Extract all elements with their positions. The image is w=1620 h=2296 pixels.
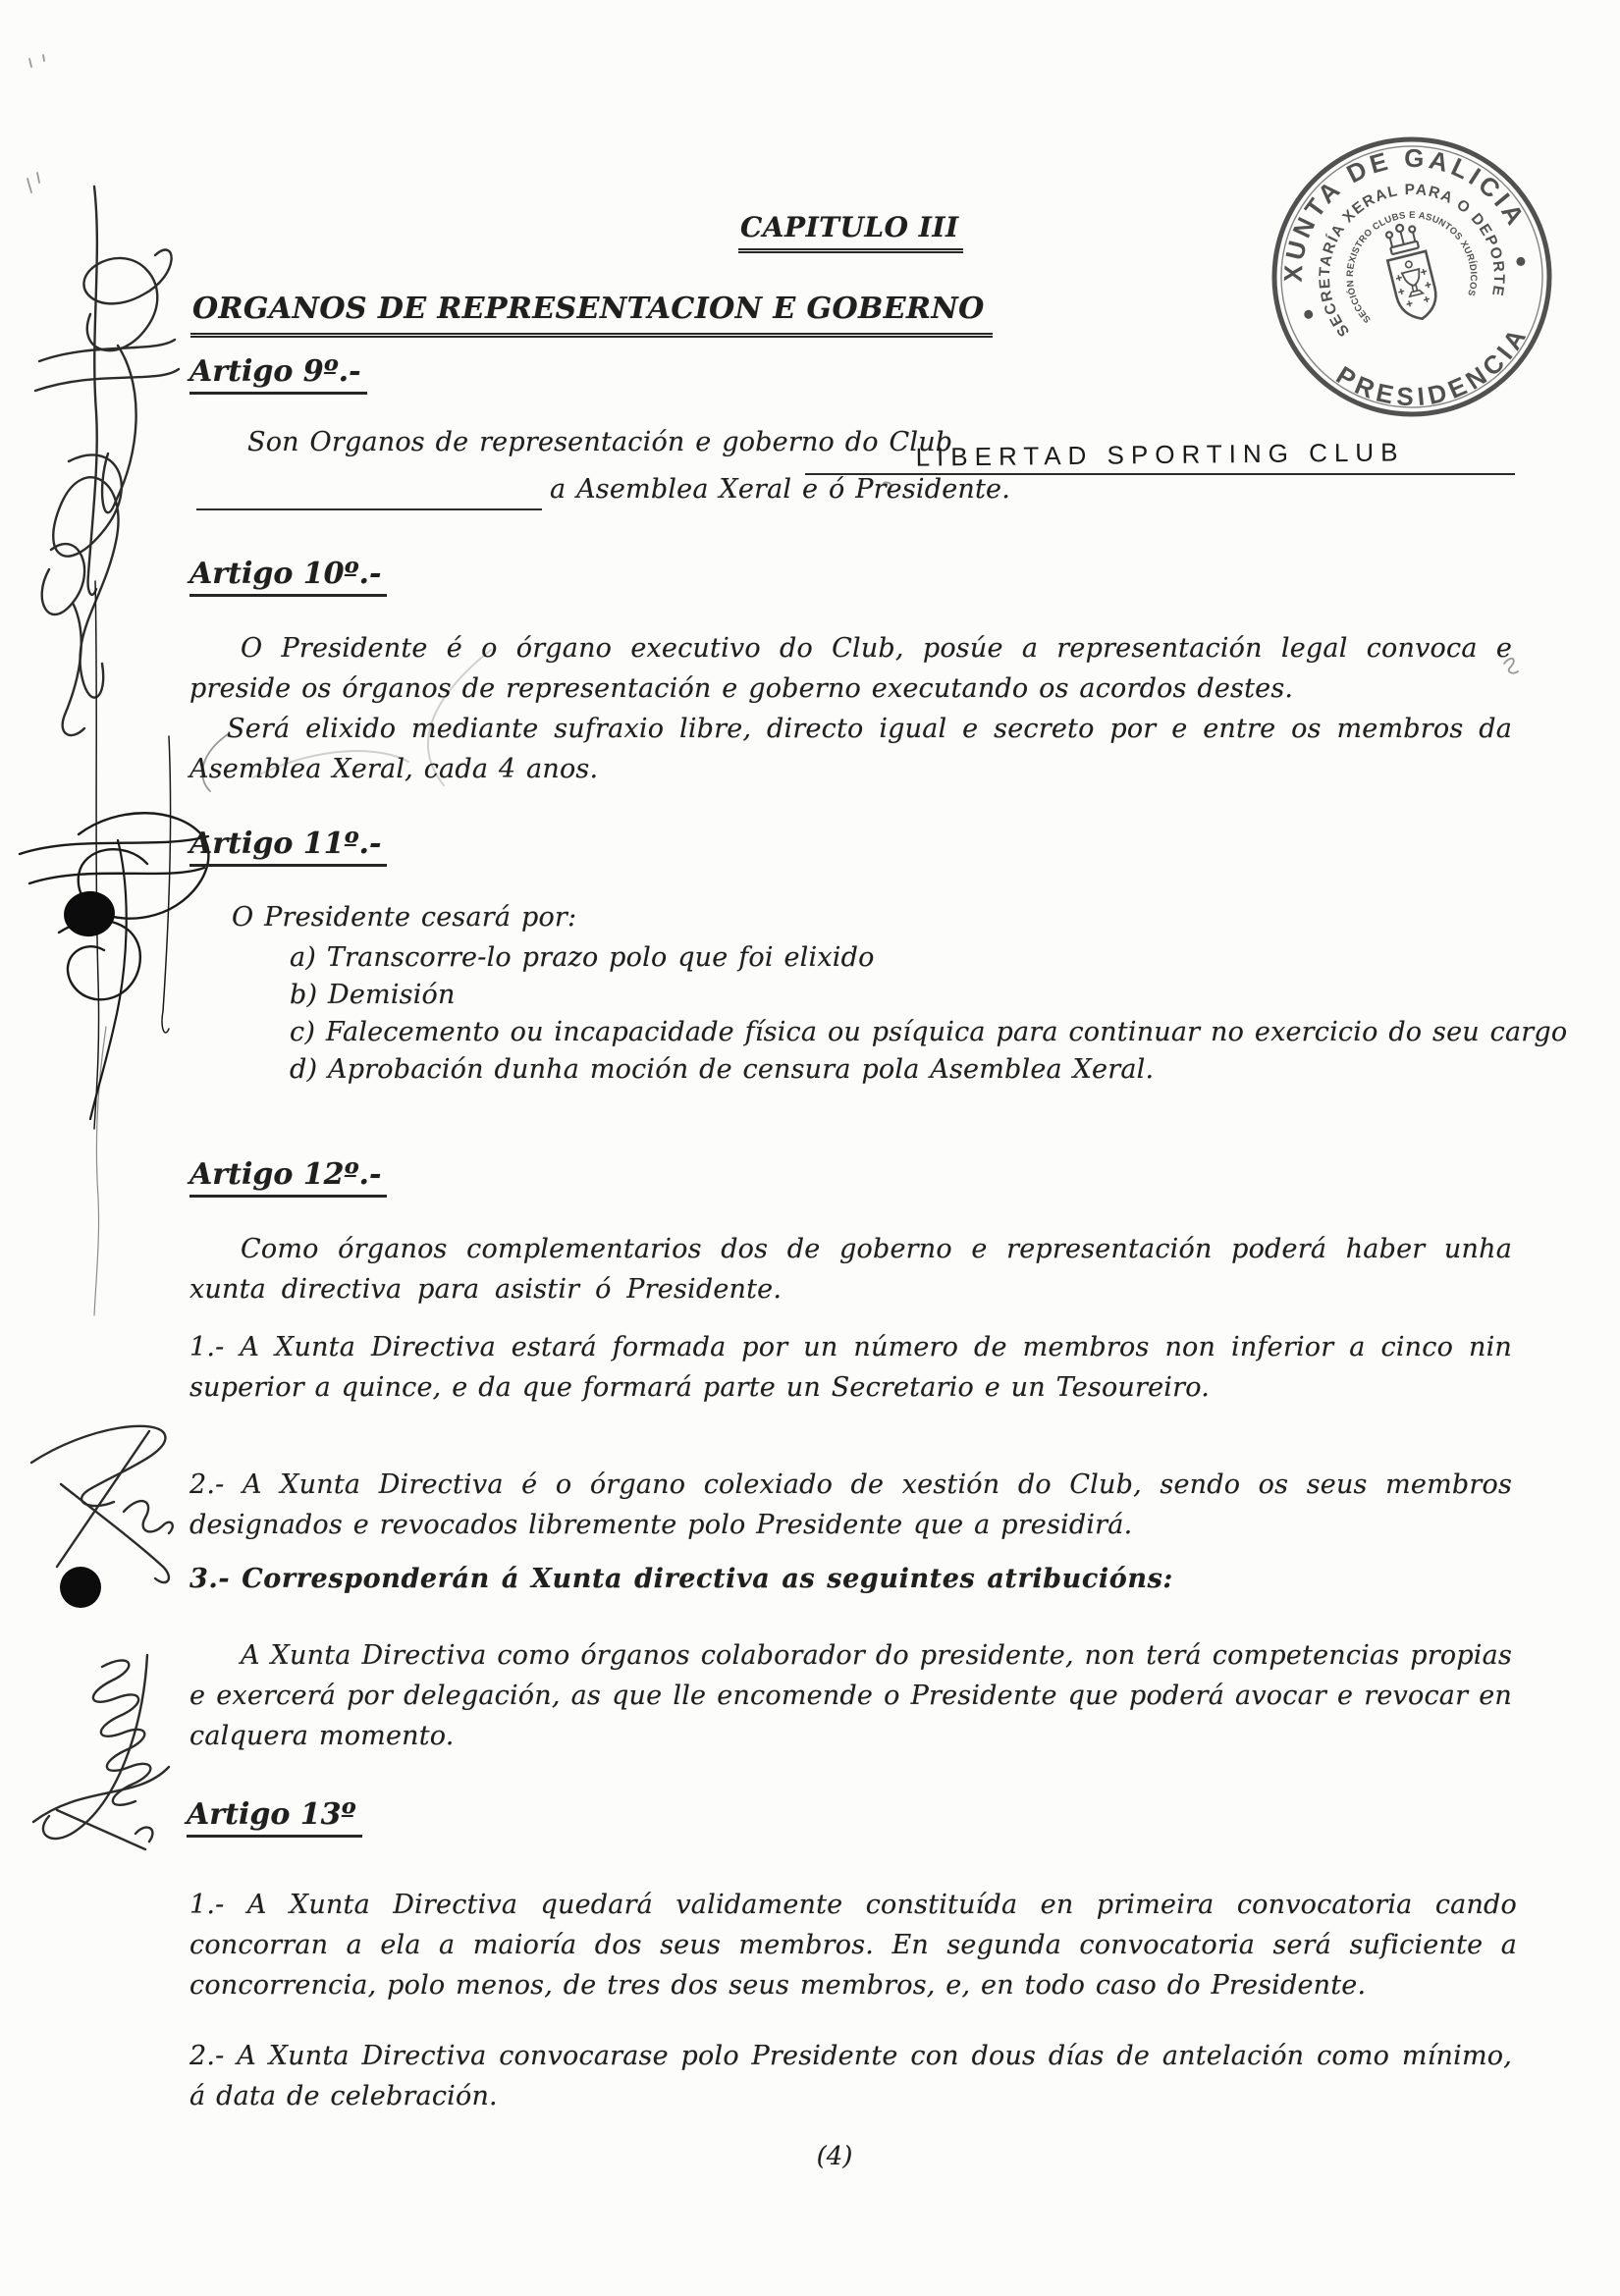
chapter-title: CAPITULO III	[738, 211, 963, 253]
shield-icon	[1387, 251, 1441, 324]
article-12-paragraph-1: Como órganos complementarios dos de goberno e representación poderá haber unha xunta directiva para asistir ó Presidente.	[189, 1234, 1512, 1305]
stamp-separator-dot-right	[1515, 256, 1526, 267]
hole-punch-mark-2	[60, 1567, 101, 1608]
article-12-paragraph-2: 1.- A Xunta Directiva estará formada por un número de membros non inferior a cinco nin superior a quince, e da que formará parte un Secretario e un Tesoureiro.	[189, 1332, 1512, 1403]
page-number: (4)	[816, 2142, 853, 2171]
official-stamp	[1265, 130, 1559, 424]
article-9-text-before-blank: Son Organos de representación e goberno do Club	[247, 427, 953, 457]
article-11-item-a: a) Transcorre-lo prazo polo que foi elixido	[290, 942, 875, 973]
stamp-region-text: XUNTA DE GALICIA	[1277, 142, 1533, 283]
article-13-paragraph-2: 2.- A Xunta Directiva convocarase polo Presidente con dous días de antelación como mínimo, á data de celebración.	[189, 2041, 1512, 2111]
article-11-item-c: c) Falecemento ou incapacidade física ou psíquica para continuar no exercicio do seu cargo	[290, 1017, 1568, 1047]
signature-scribble-top	[35, 187, 179, 735]
cross-marks-icon	[1394, 268, 1434, 308]
host-icon	[1405, 261, 1413, 269]
crown-icon	[1384, 221, 1420, 254]
stamp-seccion-text: SECCIÓN REXISTRO CLUBS E ASUNTOS XURÍDICOS	[1344, 209, 1480, 325]
article-12-label: Artigo 12º.-	[189, 1158, 387, 1198]
section-heading: ORGANOS DE REPRESENTACION E GOBERNO	[190, 292, 993, 338]
club-name-blank	[805, 428, 1515, 475]
article-10-paragraph-1: O Presidente é o órgano executivo do Club, posúe a representación legal convoca e preside os órganos de representación e goberno executando os acordos destes.	[189, 633, 1512, 704]
stamp-separator-dot-left	[1303, 309, 1314, 320]
club-name-handwritten: LIBERTAD SPORTING CLUB	[915, 437, 1405, 472]
signature-scribble-coil	[33, 1655, 169, 1849]
article-10-label: Artigo 10º.-	[189, 558, 387, 597]
stamp-outer-ring	[1265, 130, 1559, 424]
article-10-paragraph-2: Será elixido mediante sufraxio libre, directo igual e secreto por e entre os membros da Asemblea Xeral, cada 4 anos.	[189, 714, 1512, 784]
article-9-text-after-blank: a Asemblea Xeral e ó Presidente.	[550, 474, 1011, 505]
article-13-paragraph-1: 1.- A Xunta Directiva quedará validamente constituída en primeira convocatoria cando concorran a ela a maioría dos seus membros. En segunda convocatoria será suficiente a concorrencia, polo menos, de tres dos seus membros, e, en todo caso do Presidente.	[189, 1890, 1517, 2001]
signature-scribble-middle	[20, 581, 208, 1315]
article-11-label: Artigo 11º.-	[189, 828, 387, 867]
chalice-icon	[1402, 269, 1426, 297]
galicia-coat-of-arms-icon	[1379, 220, 1441, 323]
stamp-secretaria-text: SECRETARÍA XERAL PARA O DEPORTE	[1316, 181, 1508, 340]
stamp-inner-edge-ring	[1265, 130, 1559, 424]
article-11-item-b: b) Demisión	[290, 980, 456, 1010]
signature-scribble-angular	[31, 1426, 173, 1582]
article-12-paragraph-4: 3.- Corresponderán á Xunta directiva as seguintes atribucións:	[189, 1564, 1173, 1594]
hole-punch-mark-1	[61, 888, 118, 940]
article-11-intro: O Presidente cesará por:	[232, 902, 577, 933]
article-12-paragraph-5: A Xunta Directiva como órganos colaborador do presidente, non terá competencias propias e exercerá por delegación, as que lle encomende o Presidente que poderá avocar e revocar en calquera momento.	[189, 1640, 1512, 1751]
article-9-label: Artigo 9º.-	[189, 355, 367, 395]
stamp-office-text: PRESIDENCIA	[1330, 319, 1535, 412]
empty-blank-line	[196, 471, 542, 510]
article-12-paragraph-3: 2.- A Xunta Directiva é o órgano colexiado de xestión do Club, sendo os seus membros designados e revocados libremente polo Presidente que a presidirá.	[189, 1469, 1512, 1540]
article-11-item-d: d) Aprobación dunha moción de censura pola Asemblea Xeral.	[290, 1054, 1155, 1085]
article-13-label: Artigo 13º	[187, 1798, 362, 1838]
